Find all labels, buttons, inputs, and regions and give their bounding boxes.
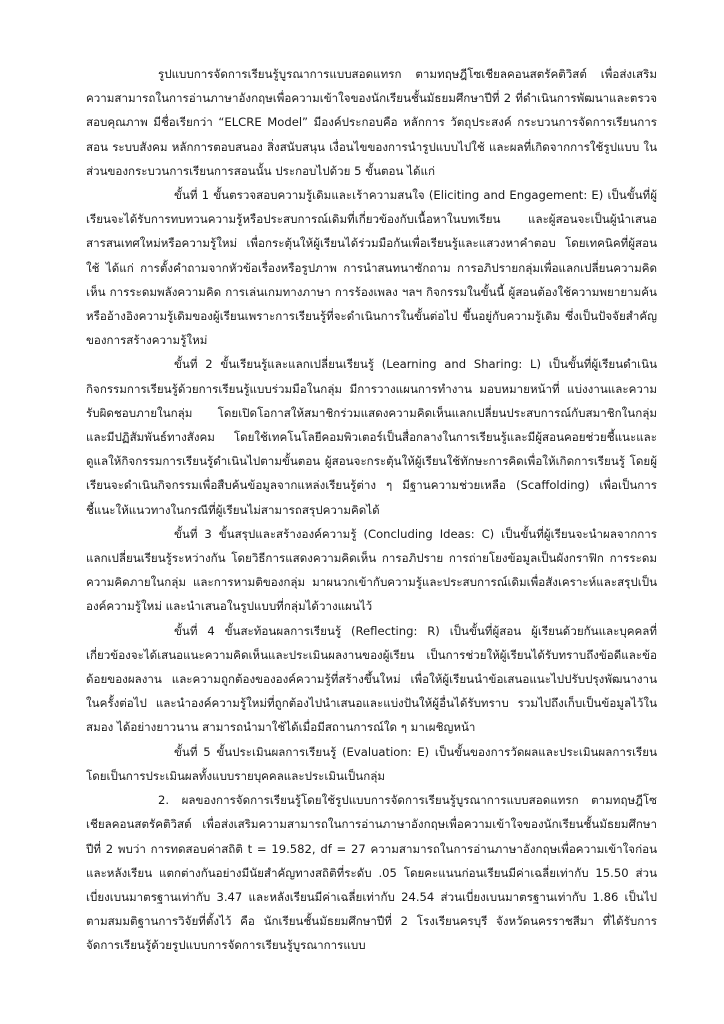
document-page — [86, 62, 657, 958]
paragraph-step-1: ขั้นที่ 1 ขั้นตรวจสอบความรู้เดิมและเร้าความสนใจ (Eliciting and Engagement: E) เป็นขั้นที่ผู้เรียนจะได้รับการทบทวนความรู้หรือประสบการณ์เดิมที่เกี่ยวข้องกับเนื้อหาในบทเรียน และผู้สอนจะเป็นผู้นำเสนอสารสนเทศใหม่หรือความรู้ใหม่ เพื่อกระตุ้นให้ผู้เรียนได้ร่วมมือกันเพื่อเรียนรู้และแสวงหาคำตอบ โดยเทคนิคที่ผู้สอนใช้ ได้แก่ การตั้งคำถามจากหัวข้อเรื่องหรือรูปภาพ การนำสนทนาซักถาม การอภิปรายกลุ่มเพื่อแลกเปลี่ยนความคิดเห็น การระดมพลังความคิด การเล่นเกมทางภาษา การร้องเพลง ฯลฯ กิจกรรมในขั้นนี้ ผู้สอนต้องใช้ความพยายามค้น หรืออ้างอิงความรู้เดิมของผู้เรียนเพราะการเรียนรู้ที่จะดำเนินการในขั้นต่อไป ขึ้นอยู่กับความรู้เดิม ซึ่งเป็นปัจจัยสำคัญของการสร้างความรู้ใหม่ — [86, 188, 657, 348]
paragraph-step-2: ขั้นที่ 2 ขั้นเรียนรู้และแลกเปลี่ยนเรียนรู้ (Learning and Sharing: L) เป็นขั้นที่ผู้เรียนดำเนินกิจกรรมการเรียนรู้ด้วยการเรียนรู้แบบร่วมมือในกลุ่ม มีการวางแผนการทำงาน มอบหมายหน้าที่ แบ่งงานและความรับผิดชอบภายในกลุ่ม โดยเปิดโอกาสให้สมาชิกร่วมแสดงความคิดเห็นแลกเปลี่ยนประสบการณ์กับสมาชิกในกลุ่ม และมีปฏิสัมพันธ์ทางสังคม โดยใช้เทคโนโลยีคอมพิวเตอร์เป็นสื่อกลางในการเรียนรู้และมีผู้สอนคอยช่วยชี้แนะและดูแลให้กิจกรรมการเรียนรู้ดำเนินไปตามขั้นตอน ผู้สอนจะกระตุ้นให้ผู้เรียนใช้ทักษะการคิดเพื่อให้เกิดการเรียนรู้ โดยผู้เรียนจะดำเนินกิจกรรมเพื่อสืบค้นข้อมูลจากแหล่งเรียนรู้ต่าง ๆ มีฐานความช่วยเหลือ (Scaffolding) เพื่อเป็นการชี้แนะให้แนวทางในกรณีที่ผู้เรียนไม่สามารถสรุปความคิดได้ — [86, 357, 657, 517]
paragraph-step-5: ขั้นที่ 5 ขั้นประเมินผลการเรียนรู้ (Evaluation: E) เป็นขั้นของการวัดผลและประเมินผลการเรียนโดยเป็นการประเมินผลทั้งแบบรายบุคคลและประเมินเป็นกลุ่ม — [86, 744, 657, 783]
paragraph-step-4: ขั้นที่ 4 ขั้นสะท้อนผลการเรียนรู้ (Reflecting: R) เป็นขั้นที่ผู้สอน ผู้เรียนด้วยกันและบุคคลที่เกี่ยวข้องจะได้เสนอแนะความคิดเห็นและประเมินผลงานของผู้เรียน เป็นการช่วยให้ผู้เรียนได้รับทราบถึงข้อดีและข้อด้อยของผลงาน และความถูกต้องขององค์ความรู้ที่สร้างขึ้นใหม่ เพื่อให้ผู้เรียนนำข้อเสนอแนะไปปรับปรุงพัฒนางานในครั้งต่อไป และนำองค์ความรู้ใหม่ที่ถูกต้องไปนำเสนอและแบ่งปันให้ผู้อื่นได้รับทราบ รวมไปถึงเก็บเป็นข้อมูลไว้ในสมอง ได้อย่างยาวนาน สามารถนำมาใช้ได้เมื่อมีสถานการณ์ใด ๆ มาเผชิญหน้า — [86, 623, 657, 735]
paragraph-results: 2. ผลของการจัดการเรียนรู้โดยใช้รูปแบบการจัดการเรียนรู้บูรณาการแบบสอดแทรก ตามทฤษฎีโซเชียลคอนสตรัคติวิสต์ เพื่อส่งเสริมความสามารถในการอ่านภาษาอังกฤษเพื่อความเข้าใจของนักเรียนชั้นมัธยมศึกษาปีที่ 2 พบว่า การทดสอบค่าสถิติ t = 19.582, df = 27 ความสามารถในการอ่านภาษาอังกฤษเพื่อความเข้าใจก่อนและหลังเรียน แตกต่างกันอย่างมีนัยสำคัญทางสถิติที่ระดับ .05 โดยคะแนนก่อนเรียนมีค่าเฉลี่ยเท่ากับ 15.50 ส่วนเบี่ยงเบนมาตรฐานเท่ากับ 3.47 และหลังเรียนมีค่าเฉลี่ยเท่ากับ 24.54 ส่วนเบี่ยงเบนมาตรฐานเท่ากับ 1.86 เป็นไปตามสมมติฐานการวิจัยที่ตั้งไว้ คือ นักเรียนชั้นมัธยมศึกษาปีที่ 2 โรงเรียนครบุรี จังหวัดนครราชสีมา ที่ได้รับการจัดการเรียนรู้ด้วยรูปแบบการจัดการเรียนรู้บูรณาการแบบ — [86, 793, 657, 953]
paragraph-model-overview: รูปแบบการจัดการเรียนรู้บูรณาการแบบสอดแทรก ตามทฤษฎีโซเชียลคอนสตรัคติวิสต์ เพื่อส่งเสริมความสามารถในการอ่านภาษาอังกฤษเพื่อความเข้าใจของนักเรียนชั้นมัธยมศึกษาปีที่ 2 ที่ดำเนินการพัฒนาและตรวจสอบคุณภาพ มีชื่อเรียกว่า “ELCRE Model” มีองค์ประกอบคือ หลักการ วัตถุประสงค์ กระบวนการจัดการเรียนการสอน ระบบสังคม หลักการตอบสนอง สิ่งสนับสนุน เงื่อนไขของการนำรูปแบบไปใช้ และผลที่เกิดจากการใช้รูปแบบ ในส่วนของกระบวนการเรียนการสอนนั้น ประกอบไปด้วย 5 ขั้นตอน ได้แก่ — [86, 67, 657, 178]
paragraph-step-3: ขั้นที่ 3 ขั้นสรุปและสร้างองค์ความรู้ (Concluding Ideas: C) เป็นขั้นที่ผู้เรียนจะนำผลจากการแลกเปลี่ยนเรียนรู้ระหว่างกัน โดยวิธีการแสดงความคิดเห็น การอภิปราย การถ่ายโยงข้อมูลเป็นผังกราฟิก การระดมความคิดภายในกลุ่ม และการหามติของกลุ่ม มาผนวกเข้ากับความรู้และประสบการณ์เดิมเพื่อสังเคราะห์และสรุปเป็นองค์ความรู้ใหม่ และนำเสนอในรูปแบบที่กลุ่มได้วางแผนไว้ — [86, 526, 657, 614]
